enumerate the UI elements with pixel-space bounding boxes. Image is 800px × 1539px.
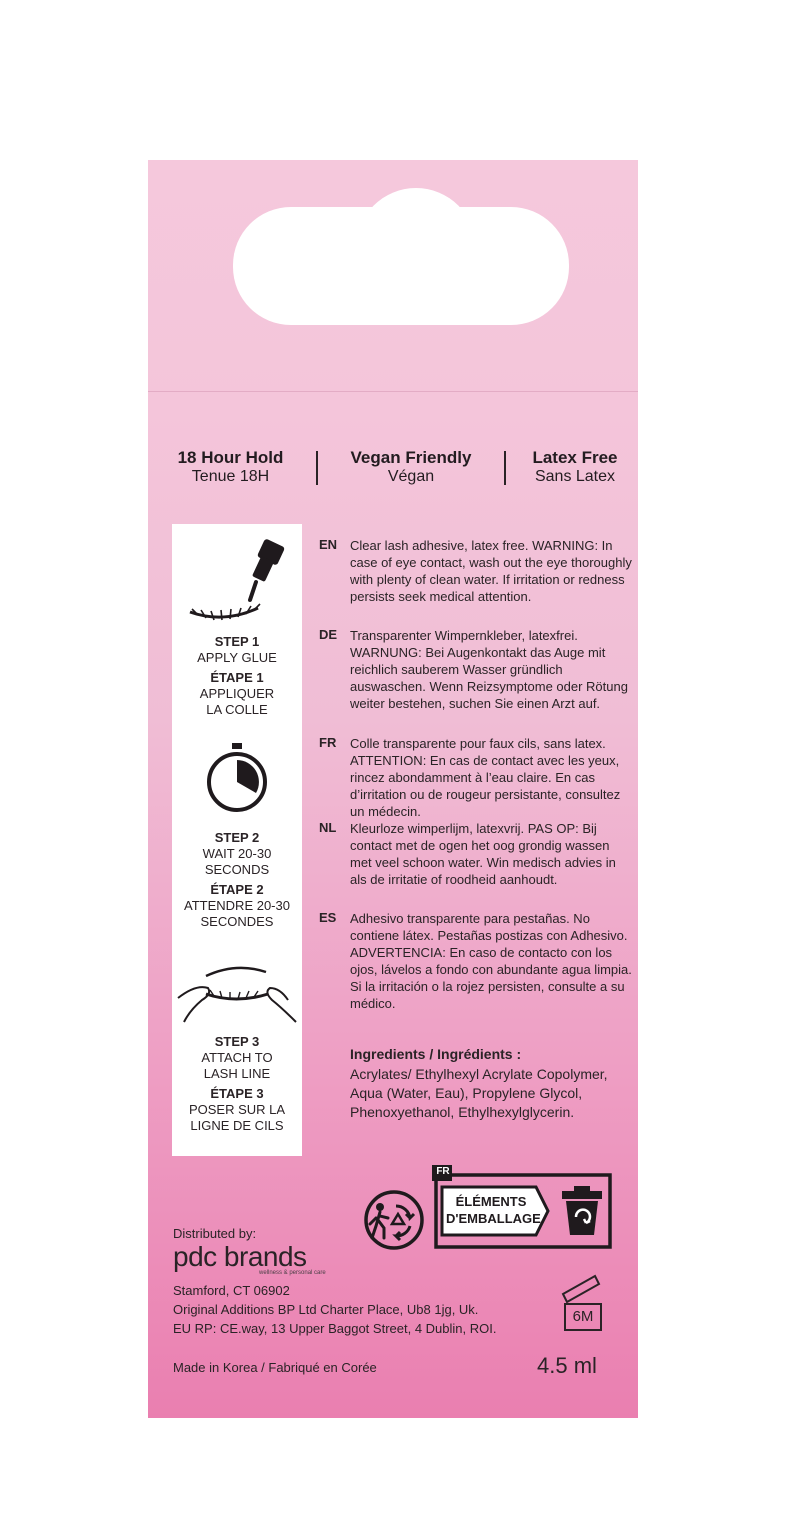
claim-hold bbox=[168, 448, 293, 486]
language-code: ES bbox=[319, 910, 337, 925]
packaging-label-1: ÉLÉMENTS bbox=[455, 1194, 527, 1209]
claim-latex bbox=[520, 448, 630, 486]
language-code: DE bbox=[319, 627, 338, 642]
packaging-label bbox=[446, 1193, 541, 1227]
language-text: Clear lash adhesive, latex free. WARNING: In case of eye contact, wash out the eye thoroughly with plenty of clean water. If irritation or redness persists seek medical attention. bbox=[350, 538, 632, 604]
glue-brush-icon bbox=[184, 538, 294, 628]
address-line: Original Additions BP Ltd Charter Place, Ub8 1jg, Uk. bbox=[173, 1302, 479, 1317]
claim-title: Latex Free bbox=[532, 448, 618, 467]
step-title-fr: ÉTAPE 3 bbox=[210, 1086, 264, 1101]
step-text-fr: POSER SUR LA bbox=[188, 1102, 286, 1117]
step-text: SECONDS bbox=[204, 862, 270, 877]
brand-tagline: wellness & personal care bbox=[259, 1270, 326, 1276]
claim-title: Vegan Friendly bbox=[350, 448, 472, 467]
step-text-fr: ATTENDRE 20-30 bbox=[184, 898, 290, 913]
triman-icon bbox=[362, 1188, 426, 1252]
ingredients-title: Ingredients / Ingrédients : bbox=[350, 1046, 522, 1062]
step-text-fr: LA COLLE bbox=[206, 702, 268, 717]
fold-line bbox=[148, 391, 638, 392]
recycling-bin-icon bbox=[560, 1185, 604, 1237]
distributed-by-label: Distributed by: bbox=[173, 1226, 257, 1241]
step-1-text bbox=[172, 634, 302, 718]
language-text: Kleurloze wimperlijm, latexvrij. PAS OP: Bij contact met de ogen het oog grondig wassen met veel schoon water. Win medisch advies in als de irritatie of roodheid aanhoudt. bbox=[350, 821, 616, 887]
claim-divider bbox=[504, 451, 506, 485]
period-after-opening bbox=[561, 1274, 605, 1337]
step-text: ATTACH TO bbox=[201, 1050, 273, 1065]
claim-title: 18 Hour Hold bbox=[177, 448, 284, 467]
step-text-fr: LIGNE DE CILS bbox=[190, 1118, 284, 1133]
address-line: Stamford, CT 06902 bbox=[173, 1283, 290, 1298]
step-3-text bbox=[172, 1034, 302, 1134]
step-title: STEP 3 bbox=[214, 1034, 260, 1049]
step-text: APPLY GLUE bbox=[197, 650, 277, 665]
language-code: EN bbox=[319, 537, 338, 552]
claim-subtitle: Végan bbox=[387, 468, 435, 485]
language-code: FR bbox=[319, 735, 337, 750]
brand-logo: pdc brands bbox=[173, 1241, 307, 1272]
claim-divider bbox=[316, 451, 318, 485]
pao-value: 6M bbox=[572, 1308, 594, 1325]
origin-text: Made in Korea / Fabriqué en Corée bbox=[173, 1360, 377, 1375]
fr-tag: FR bbox=[436, 1166, 450, 1177]
address-line: EU RP: CE.way, 13 Upper Baggot Street, 4 Dublin, ROI. bbox=[173, 1321, 497, 1336]
hang-hole bbox=[233, 207, 569, 325]
step-title: STEP 1 bbox=[214, 634, 260, 649]
step-text-fr: APPLIQUER bbox=[199, 686, 275, 701]
step-title-fr: ÉTAPE 1 bbox=[210, 670, 264, 685]
claim-subtitle: Sans Latex bbox=[534, 468, 616, 485]
step-text: WAIT 20-30 bbox=[202, 846, 272, 861]
volume-text: 4.5 ml bbox=[537, 1353, 597, 1378]
steps-panel bbox=[172, 524, 302, 1156]
language-text: Transparenter Wimpernkleber, latexfrei. WARNUNG: Bei Augenkontakt das Auge mit reichlich sauberem Wasser gründlich auswaschen. Wenn Reizsymptome oder Rötung weiter bestehen, suchen Sie einen Arzt auf. bbox=[350, 628, 628, 711]
language-code: NL bbox=[319, 820, 337, 835]
step-title-fr: ÉTAPE 2 bbox=[210, 882, 264, 897]
timer-icon bbox=[204, 742, 270, 814]
claim-subtitle: Tenue 18H bbox=[191, 468, 270, 485]
claim-vegan bbox=[335, 448, 487, 486]
ingredients-text: Acrylates/ Ethylhexyl Acrylate Copolymer, Aqua (Water, Eau), Propylene Glycol, Phenoxyethanol, Ethylhexylglycerin. bbox=[350, 1066, 608, 1120]
language-text: Adhesivo transparente para pestañas. No contiene látex. Pestañas postizas con Adhesivo. ADVERTENCIA: En caso de contacto con los ojos, lávelos a fondo con abundante agua limpia. Si la irritación o la rojez persisten, consulte a su médico. bbox=[350, 911, 632, 1011]
step-title: STEP 2 bbox=[214, 830, 260, 845]
packaging-label-2: D'EMBALLAGE bbox=[446, 1211, 541, 1226]
language-text: Colle transparente pour faux cils, sans latex. ATTENTION: En cas de contact avec les yeux, rincez abondamment à l’eau claire. En cas d’irritation ou de rougeur persistante, consultez un médecin. bbox=[350, 736, 621, 819]
step-2-text bbox=[172, 830, 302, 930]
step-text-fr: SECONDES bbox=[200, 914, 274, 929]
attach-lash-icon bbox=[176, 960, 298, 1030]
step-text: LASH LINE bbox=[203, 1066, 271, 1081]
